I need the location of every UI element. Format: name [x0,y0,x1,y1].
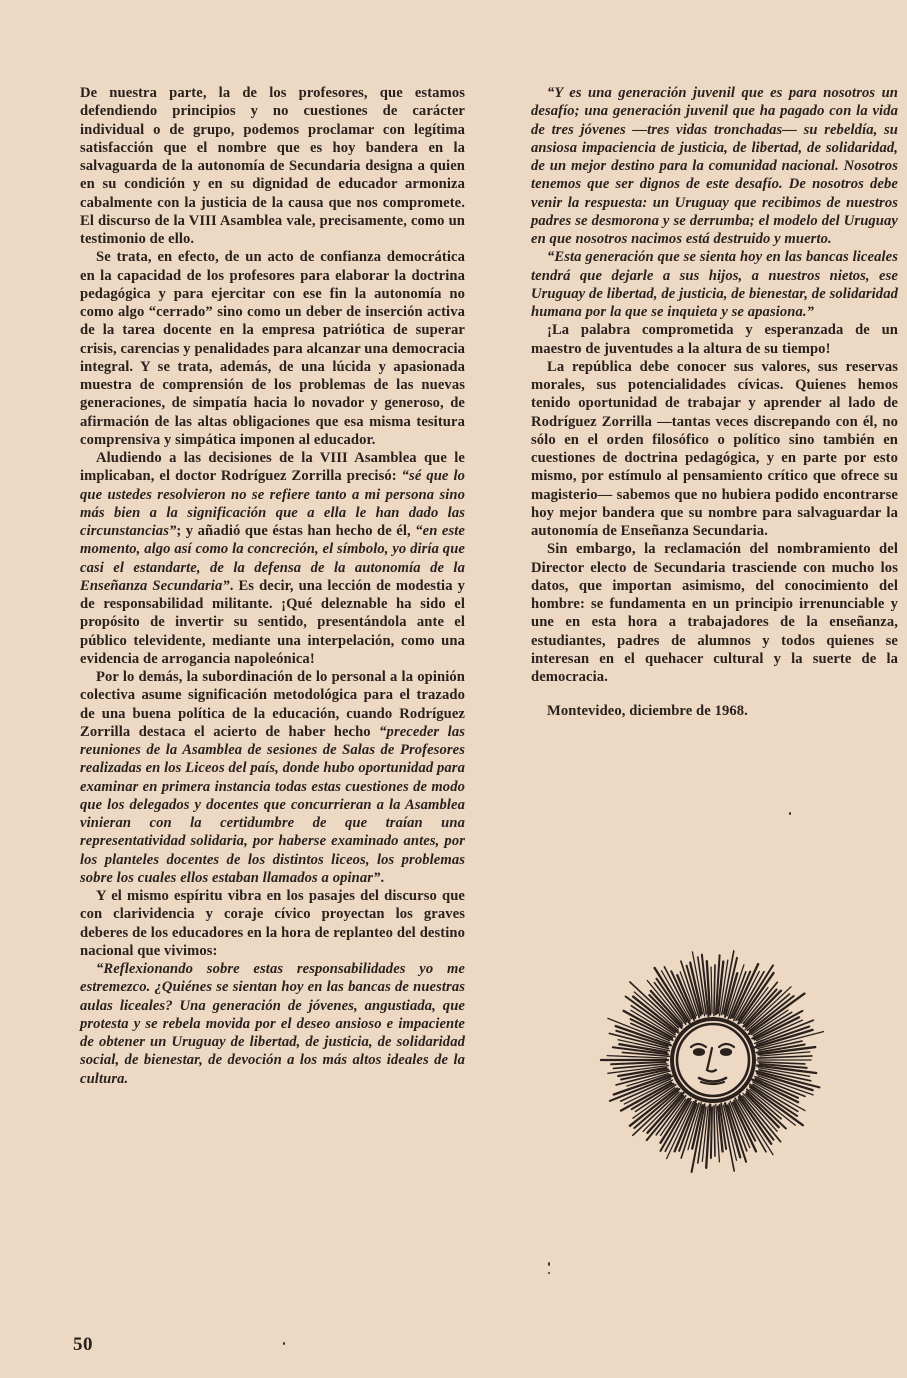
paragraph-text: ¡La palabra comprometida y esperanzada de un maestro de juventudes a la altura de su tiempo! [531,322,898,357]
sun-ray [711,967,712,1013]
paragraph-text: . [380,869,385,886]
paragraph [80,960,465,1088]
sun-ray [714,1106,715,1156]
paragraph-text: De nuestra parte, la de los profesores, que estamos defendiendo principios y no cuestiones de carácter individual o de grupo, podemos proclamar con legítima satisfacción que el nombre que es hoy bandera en la salvaguarda de la autonomía de Secundaria designa a quien en su condición y en su dignidad de educador armoniza cabalmente con la justicia de la causa que nos compromete. El discurso de la VIII Asamblea vale, precisamente, como un testimonio de ello. [80,85,465,247]
quote-text: “Y es una generación juvenil que es para nosotros un desafío; una generación juvenil que ha pagado con la vida de tres jóvenes —tres vidas tronchadas— su rebeldía, su ansiosa impaciencia de justicia, de libertad, de solidaridad, de un mejor destino para la comunidad nacional. Nosotros tenemos que ser dignos de este desafío. De nosotros debe venir la respuesta: un Uruguay que recibimos de nuestros padres se desmorona y se derrumba; el modelo del Uruguay en que nosotros nacimos está destruido y muerto. [531,85,898,247]
quote-text: “Reflexionando sobre estas responsabilidades yo me estremezco. ¿Quiénes se sientan hoy en las bancas de nuestras aulas liceales? Una generación de jóvenes, angustiada, que protesta y se rebela movida por el deseo ansioso e impaciente de obtener un Uruguay de libertad, de justicia, de solidaridad social, de bienestar, de devoción a los más altos ideales de la cultura. [80,961,465,1087]
paper-speck [789,812,791,815]
paragraph [80,248,465,449]
place-date [531,702,898,720]
left-column [80,84,465,1088]
paragraph-text: Se trata, en efecto, de un acto de confianza democrática en la capacidad de los profesores para elaborar la doctrina pedagógica y para ejercitar con ese fin la autonomía no como algo “cerrado” sino como un deber de inserción activa de la tarea docente en la empresa patriótica de superar crisis, carencias y penalidades para alcanzar una democracia integral. Y se trata, además, de una lúcida y apasionada muestra de comprensión de los problemas de las nuevas generaciones, de simpatía hacia lo novador y generoso, de afirmación de las altas obligaciones que esa misma tesitura comprensiva y simpática imponen al educador. [80,249,465,448]
sun-ray [711,1107,712,1158]
sun-ray [714,965,715,1016]
paragraph-text: ; y añadió que éstas han hecho de él, [176,523,416,539]
paragraph [80,887,465,960]
paragraph [80,449,465,668]
quote-text: “sé que lo que ustedes resolvieron no se refiere tanto a mi persona sino más bien a la significación que a ella le han dado las circunstancias” [80,468,465,539]
paper-speck [548,1272,550,1274]
paragraph [531,248,898,321]
paragraph-text: La república debe conocer sus valores, sus reservas morales, sus potencialidades cívicas. Quienes hemos tenido oportunidad de trabajar y aprender al lado de Rodríguez Zorrilla —tantas veces discrepando con él, no sólo en el orden filosófico o político sino también en cuestiones de doctrina pedagógica, y en parte por esto mismo, por estímulo al pensamiento crítico que ofrece su magisterio— sabemos que no hubiera podido encontrarse hoy mejor bandera que su nombre para salvaguardar la autonomía de Enseñanza Secundaria. [531,358,898,539]
paragraph [531,321,898,358]
sun-ray [758,1056,812,1058]
paragraph-text: Por lo demás, la subordinación de lo personal a la opinión colectiva asume significación metodológica para el trazado de una buena política de la educación, cuando Rodríguez Zorrilla destaca el acierto de haber hecho [80,669,465,740]
sun-rays [601,951,823,1172]
right-column [531,84,898,721]
paragraph-text: Aludiendo a las decisiones de la VIII Asamblea que le implicaban, el doctor Rodríguez Zorrilla precisó: [80,450,465,485]
paragraph [80,84,465,248]
quote-text: “en este momento, algo así como la concreción, el símbolo, yo diría que casi el estandarte, de la defensa de la autonomía de la Enseñanza Secundaria” [80,523,465,594]
place-date-text: Montevideo, diciembre de 1968. [547,703,748,720]
paragraph [531,540,898,686]
paragraph-text: Sin embargo, la reclamación del nombramiento del Director electo de Secundaria trasciende con mucho los datos, que importan asimismo, del conocimiento del hombre: se fundamenta en un principio irrenunciable y une en esta hora a trabajadores de la enseñanza, estudiantes, padres de alumnos y todos quienes se interesan en el quehacer cultural y la suerte de la democracia. [531,541,898,685]
paragraph-text: Y el mismo espíritu vibra en los pasajes del discurso que con clarividencia y coraje cívico proyectan los graves deberes de los educadores en la hora de replanteo del destino nacional que vivimos: [80,888,465,959]
sun-face-icon [595,935,835,1185]
paper-speck [548,1262,550,1266]
quote-text: “Esta generación que se sienta hoy en las bancas liceales tendrá que dejarle a sus hijos, a nuestros nietos, ese Uruguay de libertad, de justicia, de bienestar, de solidaridad humana por la que se inquieta y se apasiona.” [531,249,898,320]
page-number: 50 [73,1334,93,1355]
paragraph [531,84,898,248]
paragraph [531,358,898,541]
paper-speck [283,1342,285,1345]
paragraph [80,668,465,887]
sun-face [677,1024,749,1096]
sun-inner-ring [672,1019,754,1101]
quote-text: “preceder las reuniones de la Asamblea de sesiones de Salas de Profesores realizadas en los Liceos del país, donde hubo oportunidad para examinar en primera instancia todas estas cuestiones de modo que los delegados y docentes que concurrieran a la Asamblea vinieran con la certidumbre de que traían una representatividad solidaria, por haberse examinado antes, por los planteles docentes de los distintos liceos, los problemas sobre los cuales ellos estaban llamados a opinar” [80,723,465,886]
paragraph-text: . Es decir, una lección de modestia y de responsabilidad militante. ¡Qué deleznable ha sido el propósito de invertir su sentido, presentándola ante el público televidente, mediante una interpelación, como una evidencia de arrogancia napoleónica! [80,577,465,667]
